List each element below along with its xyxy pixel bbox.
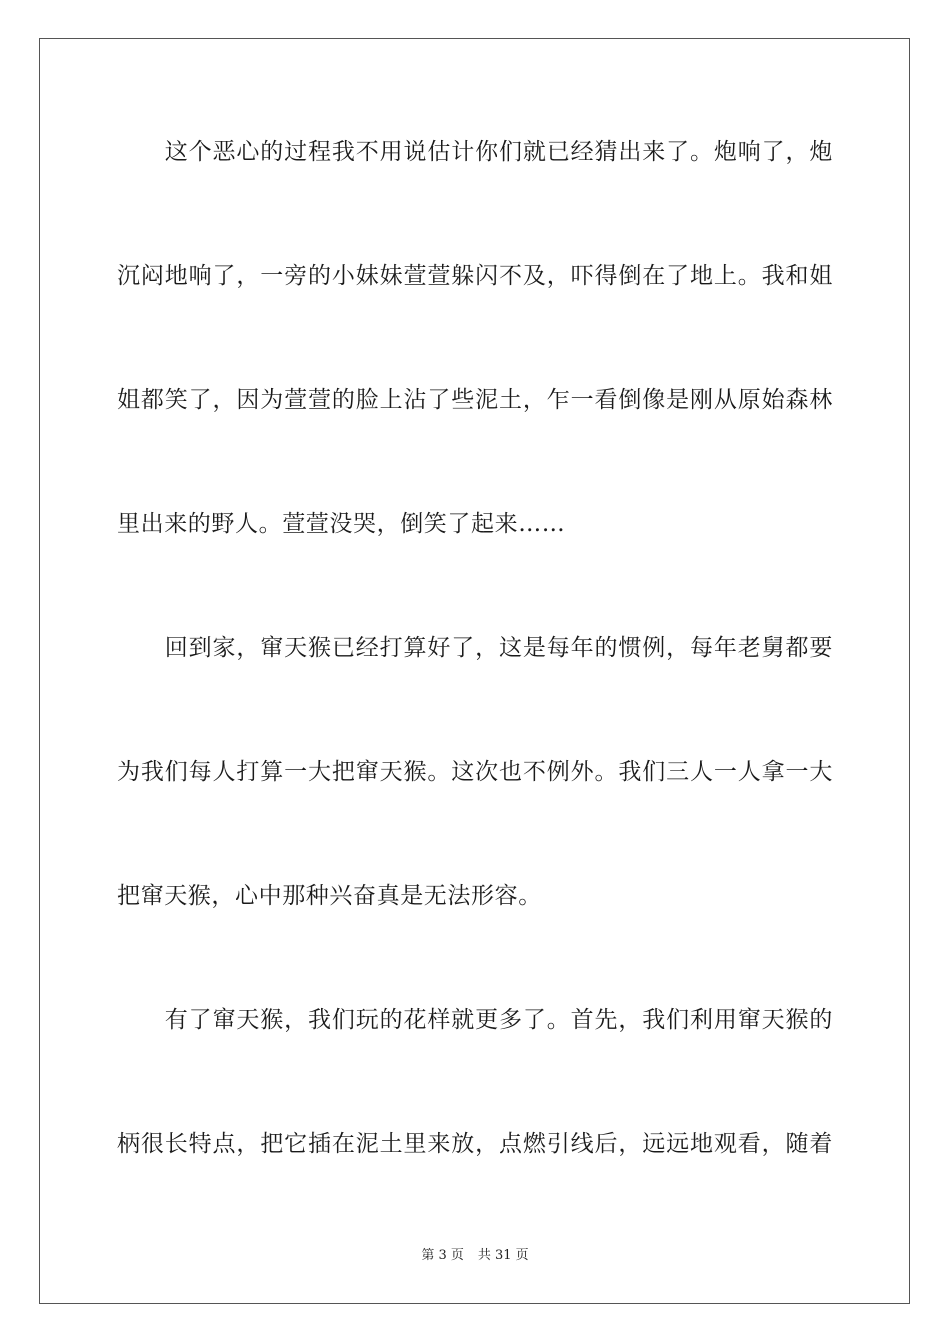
total-pages: 共 31 页 [477,1248,529,1263]
page-footer [0,1248,950,1264]
paragraph-line-2: 沉闷地响了，一旁的小妹妹萱萱躲闪不及，吓得倒在了地上。我和姐 [117,263,833,289]
paragraph-line-4: 里出来的野人。萱萱没哭，倒笑了起来…… [117,511,566,537]
paragraph-line-1: 这个恶心的过程我不用说估计你们就已经猜出来了。炮响了，炮 [117,139,833,165]
paragraph-line-7: 把窜天猴，心中那种兴奋真是无法形容。 [117,883,542,909]
paragraph-line-6: 为我们每人打算一大把窜天猴。这次也不例外。我们三人一人拿一大 [117,759,833,785]
paragraph-line-9: 柄很长特点，把它插在泥土里来放，点燃引线后，远远地观看，随着 [117,1131,833,1157]
paragraph-line-8: 有了窜天猴，我们玩的花样就更多了。首先，我们利用窜天猴的 [117,1007,833,1033]
page-border [39,38,910,1304]
paragraph-line-5: 回到家，窜天猴已经打算好了，这是每年的惯例，每年老舅都要 [117,635,833,661]
paragraph-line-3: 姐都笑了，因为萱萱的脸上沾了些泥土，乍一看倒像是刚从原始森林 [117,387,833,413]
page-number: 第 3 页 [421,1248,464,1263]
